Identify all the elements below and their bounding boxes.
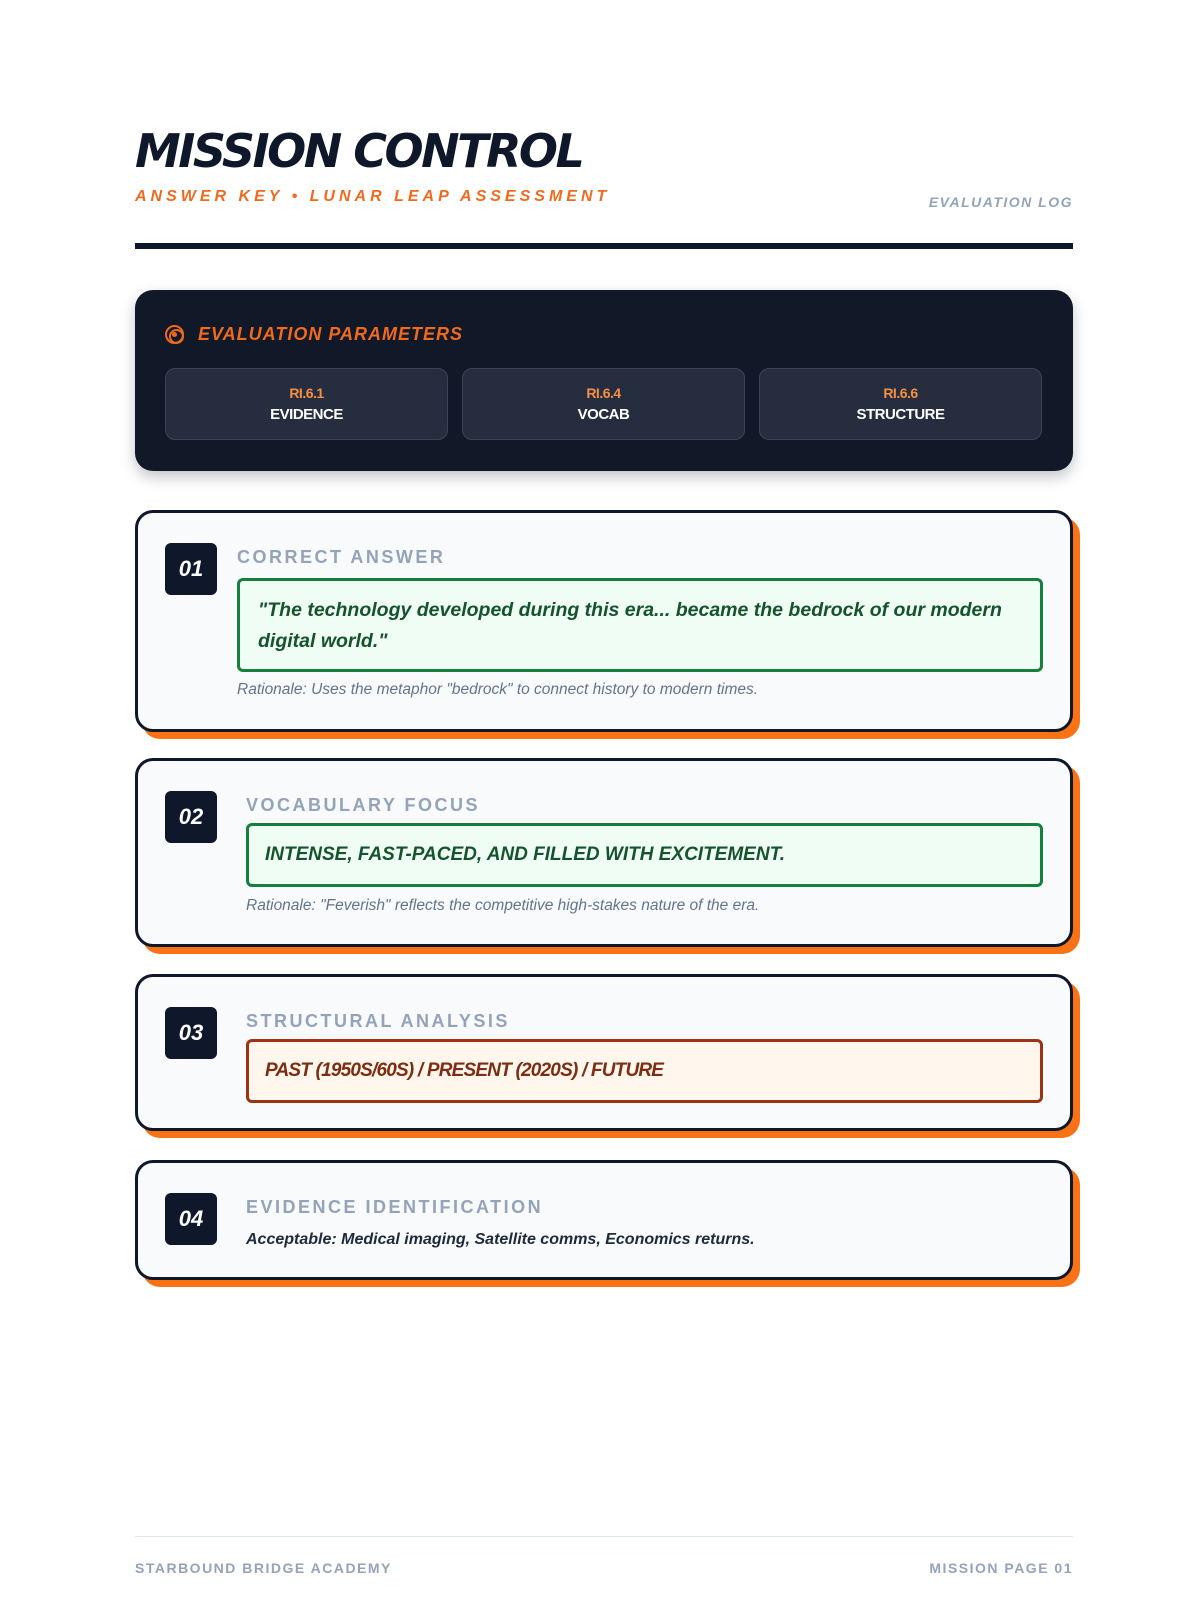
page-subtitle: ANSWER KEY • LUNAR LEAP ASSESSMENT	[135, 188, 611, 205]
question-number-badge: 03	[165, 1007, 217, 1059]
answer-card-structural-analysis	[135, 974, 1073, 1131]
question-number-badge: 01	[165, 543, 217, 595]
answer-box: "The technology developed during this era... became the bedrock of our modern digital world."	[237, 578, 1043, 672]
parameter-vocab	[462, 368, 745, 440]
footer-academy-name: STARBOUND BRIDGE ACADEMY	[135, 1560, 392, 1576]
question-number-badge: 04	[165, 1193, 217, 1245]
card-label: VOCABULARY FOCUS	[246, 795, 481, 815]
card-label: CORRECT ANSWER	[237, 547, 446, 567]
rationale-text: Rationale: "Feverish" reflects the competitive high-stakes nature of the era.	[246, 897, 760, 914]
answer-card-evidence-identification	[135, 1160, 1073, 1280]
evaluation-log-label: EVALUATION LOG	[928, 194, 1073, 210]
parameter-name: EVIDENCE	[270, 406, 343, 423]
evaluation-parameters-panel	[135, 290, 1073, 471]
parameters-heading	[165, 324, 463, 345]
rationale-text: Rationale: Uses the metaphor "bedrock" to connect history to modern times.	[237, 681, 759, 698]
page-header	[135, 124, 1073, 210]
parameter-code: RI.6.6	[883, 385, 918, 401]
answer-box: INTENSE, FAST-PACED, AND FILLED WITH EXCITEMENT.	[246, 823, 1043, 887]
acceptable-answers-text: Acceptable: Medical imaging, Satellite comms, Economics returns.	[246, 1231, 755, 1248]
parameter-code: RI.6.4	[586, 385, 621, 401]
footer-divider	[135, 1536, 1073, 1537]
parameters-label: EVALUATION PARAMETERS	[198, 324, 464, 344]
parameter-list	[165, 368, 1042, 440]
parameter-name: STRUCTURE	[856, 406, 945, 423]
page-title: MISSION CONTROL	[135, 124, 583, 178]
card-label: EVIDENCE IDENTIFICATION	[246, 1197, 544, 1217]
parameter-code: RI.6.1	[289, 385, 324, 401]
parameter-structure	[759, 368, 1042, 440]
target-icon	[165, 325, 184, 344]
answer-card-vocabulary-focus	[135, 758, 1073, 947]
footer-page-number: MISSION PAGE 01	[929, 1560, 1073, 1576]
question-number-badge: 02	[165, 791, 217, 843]
parameter-evidence	[165, 368, 448, 440]
parameter-name: VOCAB	[577, 406, 630, 423]
header-divider	[135, 243, 1073, 249]
answer-card-correct-answer	[135, 510, 1073, 732]
answer-box: PAST (1950S/60S) / PRESENT (2020S) / FUTURE	[246, 1039, 1043, 1103]
card-label: STRUCTURAL ANALYSIS	[246, 1011, 510, 1031]
